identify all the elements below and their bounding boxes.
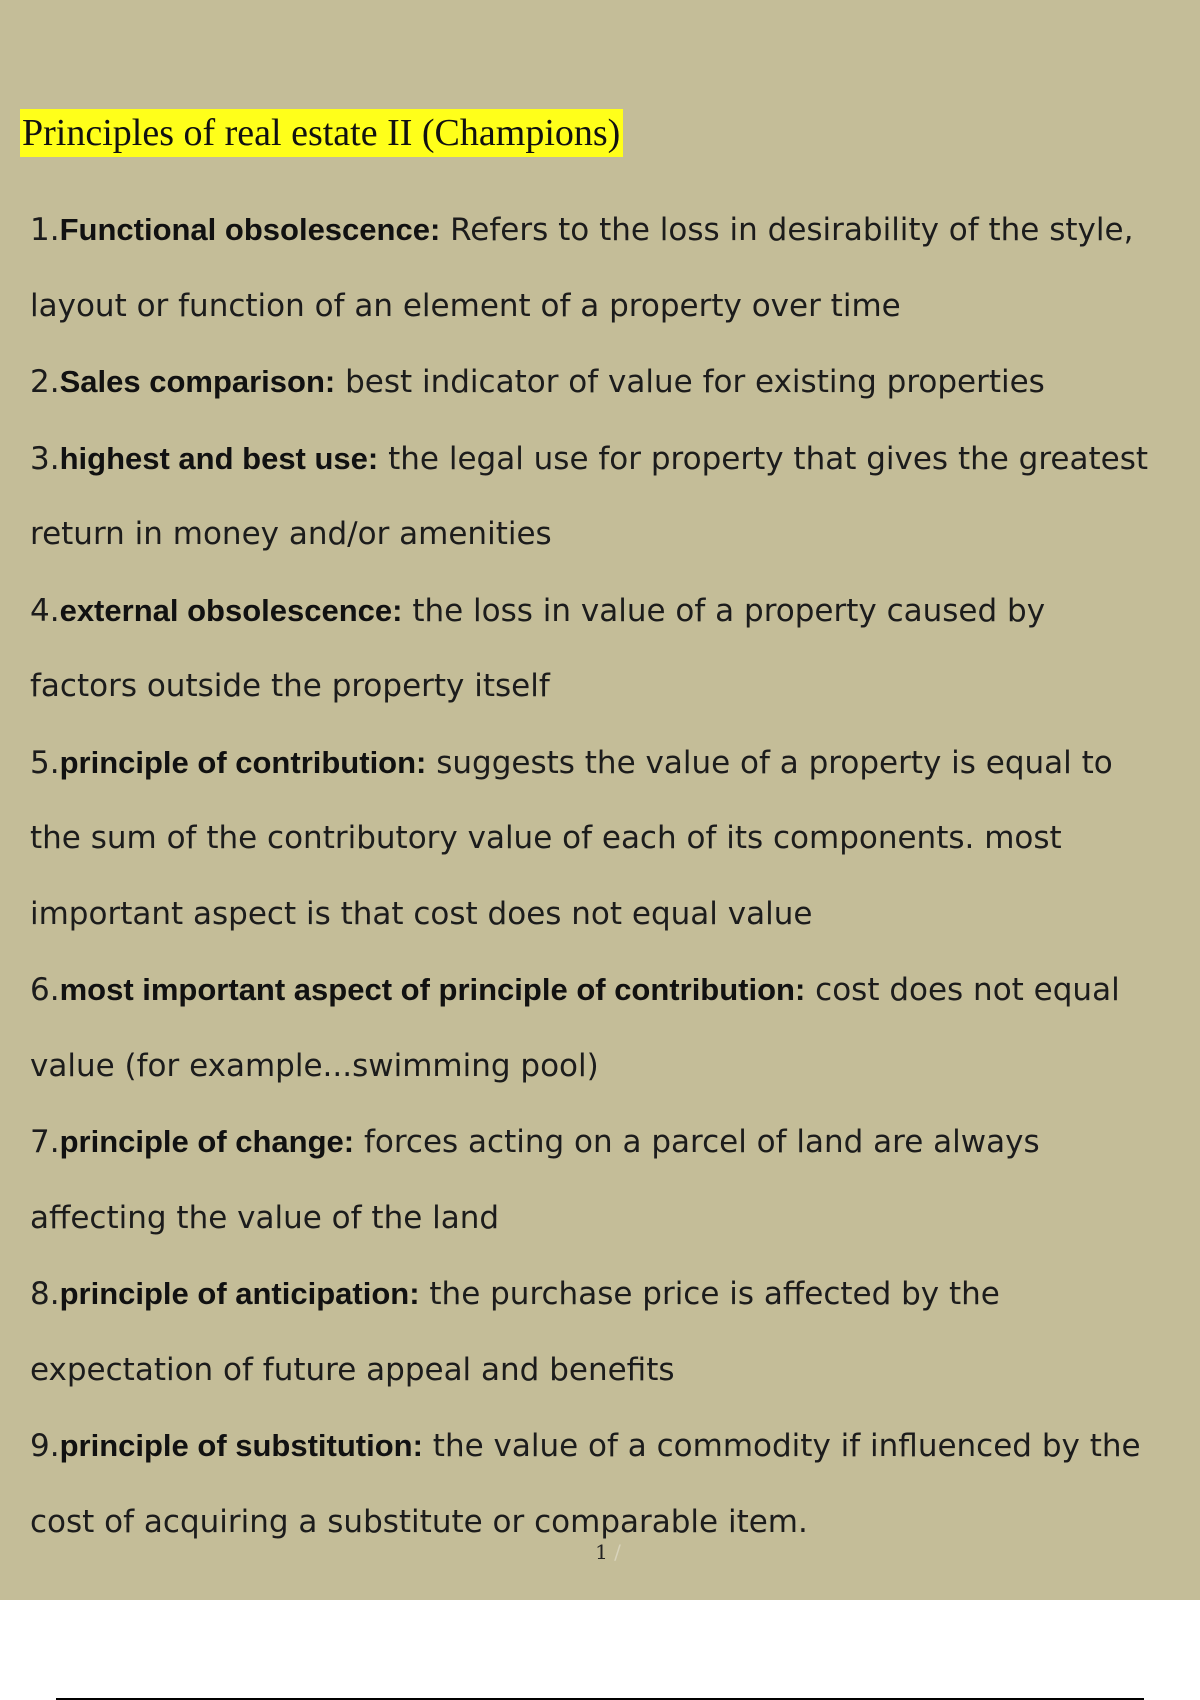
item-continuation-line: return in money and/or amenities [30,516,552,552]
item-number: 5. [30,744,60,781]
definition-list [30,192,1200,1560]
item-term: Functional obsolescence: [59,212,441,247]
item-continuation-line: expectation of future appeal and benefits [30,1351,675,1388]
item-definition: suggests the value of a property is equal to [426,744,1113,781]
title-block [20,109,623,157]
item-first-line [30,1256,1200,1333]
item-first-line [30,725,1200,802]
item-definition: the legal use for property that gives the greatest [378,440,1149,477]
item-term: Sales comparison: [59,364,336,399]
list-item [30,1256,1200,1408]
item-first-line [30,573,1200,650]
item-first-line [30,1408,1200,1485]
item-definition: Refers to the loss in desirability of the style, [440,212,1134,248]
item-number: 2. [30,364,60,400]
page-number-value: 1 [595,1540,608,1564]
list-item [30,573,1200,725]
item-term: principle of anticipation: [59,1276,420,1311]
item-number: 4. [30,592,60,629]
page-number [0,1540,1200,1564]
item-term: principle of substitution: [59,1428,423,1463]
item-number: 8. [30,1276,60,1312]
item-definition: cost does not equal [805,972,1120,1008]
item-continuation-line: factors outside the property itself [30,668,550,704]
item-continuation-line: cost of acquiring a substitute or comparable item. [30,1503,808,1540]
item-definition: forces acting on a parcel of land are always [354,1124,1040,1160]
item-continuation-line: the sum of the contributory value of each of its components. most [30,820,1062,856]
list-item [30,192,1200,344]
item-first-line [30,421,1200,498]
list-item [30,1408,1200,1560]
item-first-line [30,192,1200,269]
item-number: 9. [30,1428,60,1464]
item-number: 1. [30,212,60,248]
list-item [30,725,1200,953]
list-item [30,421,1200,573]
list-item [30,952,1200,1104]
item-first-line [30,344,1200,421]
item-continuation-line: affecting the value of the land [30,1199,500,1236]
item-term: principle of change: [59,1124,355,1159]
page-number-separator: / [614,1540,621,1564]
list-item [30,344,1200,421]
item-term: highest and best use: [59,440,379,476]
item-definition: the loss in value of a property caused by [402,592,1046,629]
item-definition: the value of a commodity if influenced by the [422,1428,1141,1464]
item-first-line [30,952,1200,1029]
item-number: 7. [30,1124,60,1160]
item-continuation-line: important aspect is that cost does not equal value [30,895,813,932]
item-definition: best indicator of value for existing properties [335,364,1045,400]
item-continuation-line: layout or function of an element of a property over time [30,287,901,324]
item-term: most important aspect of principle of contribution: [59,972,806,1007]
document-title: Principles of real estate II (Champions) [20,109,623,157]
item-continuation-line: value (for example...swimming pool) [30,1047,599,1084]
item-term: principle of contribution: [59,744,427,780]
list-item [30,1104,1200,1256]
item-term: external obsolescence: [59,592,403,628]
item-number: 6. [30,972,60,1008]
item-definition: the purchase price is affected by the [419,1276,1000,1312]
item-number: 3. [30,440,60,477]
item-first-line [30,1104,1200,1181]
